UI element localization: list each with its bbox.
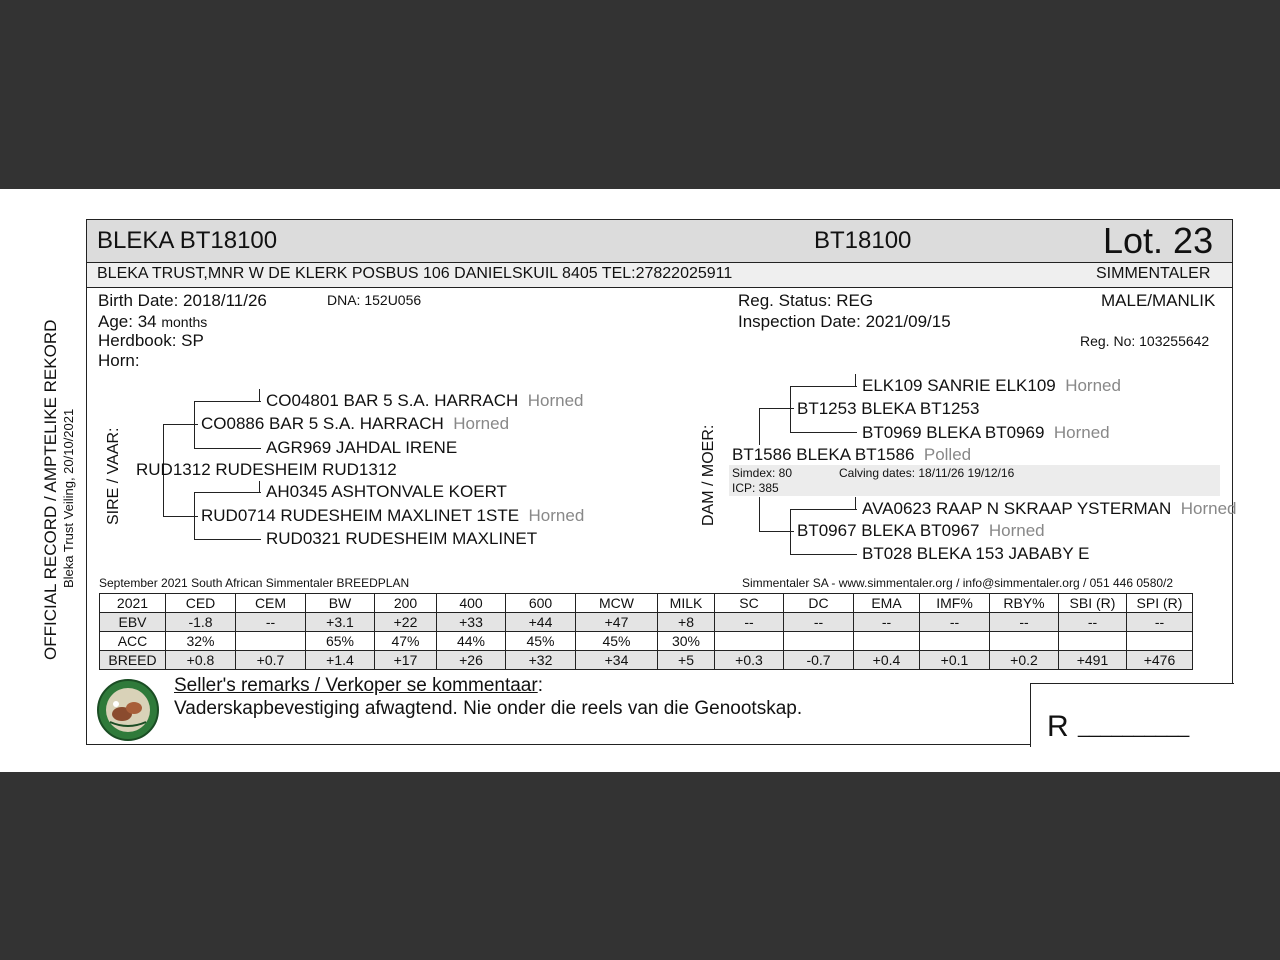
sire-bracket <box>194 539 261 540</box>
table-cell: +5 <box>658 651 715 670</box>
dam-bracket <box>759 531 794 532</box>
birth-date: Birth Date: 2018/11/26 <box>98 291 267 310</box>
table-cell: -- <box>854 613 920 632</box>
table-cell <box>920 632 990 651</box>
sire-ff-horn: Horned <box>527 391 584 410</box>
table-cell: +47 <box>576 613 658 632</box>
remarks-heading-text: Seller's remarks / Verkoper se kommentaar <box>174 675 538 696</box>
table-cell: -- <box>990 613 1059 632</box>
dam-bracket <box>759 408 760 445</box>
table-cell: CEM <box>236 594 306 613</box>
table-cell: +0.8 <box>166 651 236 670</box>
dam-mm-name: BT028 BLEKA 153 JABABY E <box>862 544 1090 563</box>
table-cell: +32 <box>506 651 576 670</box>
table-cell <box>236 632 306 651</box>
sire-ff-name: CO04801 BAR 5 S.A. HARRACH <box>266 391 519 410</box>
sire-father-horn: Horned <box>453 414 510 433</box>
table-cell: +0.7 <box>236 651 306 670</box>
table-cell: RBY% <box>990 594 1059 613</box>
ebv-header-row <box>100 594 1193 613</box>
dam-fm-name: BT0969 BLEKA BT0969 <box>862 423 1045 442</box>
table-cell: -- <box>784 613 854 632</box>
dam-bracket <box>759 497 760 531</box>
auction-label: Bleka Trust Veiling, 20/10/2021 <box>61 408 76 588</box>
dam-bracket <box>790 386 857 387</box>
sire-ff <box>266 391 583 411</box>
reg-status: Reg. Status: REG <box>738 291 874 310</box>
table-cell: +0.3 <box>715 651 784 670</box>
table-cell: SBI (R) <box>1059 594 1127 613</box>
sire-bracket <box>194 401 195 448</box>
table-cell: +8 <box>658 613 715 632</box>
table-cell: 65% <box>306 632 375 651</box>
horn: Horn: <box>98 351 140 370</box>
dam-name: BT1586 BLEKA BT1586 <box>732 445 915 464</box>
dam <box>732 445 971 465</box>
table-cell: -1.8 <box>166 613 236 632</box>
table-cell: 600 <box>506 594 576 613</box>
table-cell <box>1127 632 1193 651</box>
dam-calving: Calving dates: 18/11/26 19/12/16 <box>839 466 1015 480</box>
dam-ff-horn: Horned <box>1065 376 1121 395</box>
dam-bracket <box>790 509 791 554</box>
table-cell: IMF% <box>920 594 990 613</box>
ebv-table <box>99 593 1193 670</box>
table-cell: 200 <box>375 594 437 613</box>
sire-mother-name: RUD0714 RUDESHEIM MAXLINET 1STE <box>201 506 520 525</box>
sire-fm-name: AGR969 JAHDAL IRENE <box>266 438 458 457</box>
age-unit: months <box>161 314 208 330</box>
dam-bracket <box>790 509 857 510</box>
table-cell: BREED <box>100 651 166 670</box>
table-cell: EBV <box>100 613 166 632</box>
table-cell: ACC <box>100 632 166 651</box>
dam-mf-name: AVA0623 RAAP N SKRAAP YSTERMAN <box>862 499 1172 518</box>
remarks-heading <box>174 675 543 697</box>
breed-row <box>100 651 1193 670</box>
sire-father <box>201 414 509 434</box>
sire-name: RUD1312 RUDESHEIM RUD1312 <box>136 460 397 479</box>
reg-number: Reg. No: 103255642 <box>1080 333 1210 349</box>
sire-mf-name: AH0345 ASHTONVALE KOERT <box>266 482 507 501</box>
table-cell: 2021 <box>100 594 166 613</box>
dam-simdex: Simdex: 80 <box>732 466 793 480</box>
dam-label: DAM / MOER: <box>700 424 717 526</box>
dam-mother <box>797 521 1045 541</box>
sire-bracket <box>194 401 261 402</box>
dam-bracket <box>855 497 856 509</box>
table-cell: +0.4 <box>854 651 920 670</box>
table-cell: +3.1 <box>306 613 375 632</box>
animal-name: BLEKA BT18100 <box>97 227 278 254</box>
table-cell: 400 <box>437 594 506 613</box>
sire-mm-name: RUD0321 RUDESHEIM MAXLINET <box>266 529 538 548</box>
table-cell: DC <box>784 594 854 613</box>
table-cell: +1.4 <box>306 651 375 670</box>
breedplan-caption: September 2021 South African Simmentaler BREEDPLAN <box>99 576 410 590</box>
sire-bracket <box>163 516 198 517</box>
sire-bracket <box>259 389 260 401</box>
table-cell: +476 <box>1127 651 1193 670</box>
sire-mother-horn: Horned <box>528 506 585 525</box>
table-cell <box>715 632 784 651</box>
table-cell: BW <box>306 594 375 613</box>
table-cell: 32% <box>166 632 236 651</box>
sire-bracket <box>259 481 260 492</box>
sire-bracket <box>194 492 195 539</box>
table-cell: -- <box>920 613 990 632</box>
sire-father-name: CO0886 BAR 5 S.A. HARRACH <box>201 414 444 433</box>
dna: DNA: 152U056 <box>327 292 422 308</box>
age <box>98 312 207 332</box>
lot-number: Lot. 23 <box>1103 220 1214 261</box>
remarks-colon: : <box>537 675 543 696</box>
sire-bracket <box>163 424 198 425</box>
table-cell: SC <box>715 594 784 613</box>
acc-row <box>100 632 1193 651</box>
table-cell: -- <box>715 613 784 632</box>
sex: MALE/MANLIK <box>1101 291 1216 310</box>
table-cell: +26 <box>437 651 506 670</box>
dam-ff-name: ELK109 SANRIE ELK109 <box>862 376 1056 395</box>
age-value: Age: 34 <box>98 312 157 331</box>
table-cell: +0.2 <box>990 651 1059 670</box>
table-cell: 44% <box>437 632 506 651</box>
herdbook: Herdbook: SP <box>98 331 204 350</box>
table-cell: 30% <box>658 632 715 651</box>
breed-label: SIMMENTALER <box>1096 265 1211 282</box>
table-cell: 47% <box>375 632 437 651</box>
sire-bracket <box>194 492 261 493</box>
official-record-label: OFFICIAL RECORD / AMPTELIKE REKORD <box>41 319 60 660</box>
table-cell: -0.7 <box>784 651 854 670</box>
table-cell: -- <box>236 613 306 632</box>
dam-bracket <box>790 554 857 555</box>
table-cell: +34 <box>576 651 658 670</box>
table-cell: MILK <box>658 594 715 613</box>
dam-mf-horn: Horned <box>1180 499 1237 518</box>
owner-info: BLEKA TRUST,MNR W DE KLERK POSBUS 106 DANIELSKUIL 8405 TEL:27822025911 <box>97 265 733 282</box>
dam-mother-horn: Horned <box>988 521 1045 540</box>
sire-mother <box>201 506 584 526</box>
table-cell <box>990 632 1059 651</box>
sire-label: SIRE / VAAR: <box>105 427 122 525</box>
dam-bracket <box>855 374 856 386</box>
table-cell: +0.1 <box>920 651 990 670</box>
table-cell: -- <box>1059 613 1127 632</box>
dam-ff <box>862 376 1121 396</box>
dam-bracket <box>790 386 791 432</box>
table-cell <box>854 632 920 651</box>
table-cell <box>784 632 854 651</box>
dam-bracket <box>790 432 857 433</box>
table-cell: -- <box>1127 613 1193 632</box>
table-cell: +33 <box>437 613 506 632</box>
ebv-row <box>100 613 1193 632</box>
dam-horn: Polled <box>923 445 972 464</box>
table-cell: +22 <box>375 613 437 632</box>
sire-bracket <box>194 448 261 449</box>
table-cell: 45% <box>506 632 576 651</box>
dam-fm-horn: Horned <box>1053 423 1110 442</box>
table-cell <box>1059 632 1127 651</box>
dam-bracket <box>759 408 794 409</box>
dam-mother-name: BT0967 BLEKA BT0967 <box>797 521 980 540</box>
simmentaler-contact: Simmentaler SA - www.simmentaler.org / info@simmentaler.org / 051 446 0580/2 <box>742 576 1174 590</box>
table-cell: +17 <box>375 651 437 670</box>
table-cell: 45% <box>576 632 658 651</box>
table-cell: EMA <box>854 594 920 613</box>
table-cell: CED <box>166 594 236 613</box>
animal-id: BT18100 <box>814 227 912 254</box>
dam-mf <box>862 499 1237 519</box>
society-logo-icon <box>96 678 160 742</box>
price-currency: R <box>1047 710 1069 743</box>
price-blank: __________ <box>1078 716 1190 738</box>
table-cell: +44 <box>506 613 576 632</box>
table-cell: +491 <box>1059 651 1127 670</box>
dam-fm <box>862 423 1110 443</box>
inspection-date: Inspection Date: 2021/09/15 <box>738 312 951 331</box>
dam-icp: ICP: 385 <box>732 481 779 495</box>
table-cell: MCW <box>576 594 658 613</box>
dam-father-name: BT1253 BLEKA BT1253 <box>797 399 980 418</box>
remarks-text: Vaderskapbevestiging afwagtend. Nie onder die reels van die Genootskap. <box>174 698 803 719</box>
table-cell: SPI (R) <box>1127 594 1193 613</box>
